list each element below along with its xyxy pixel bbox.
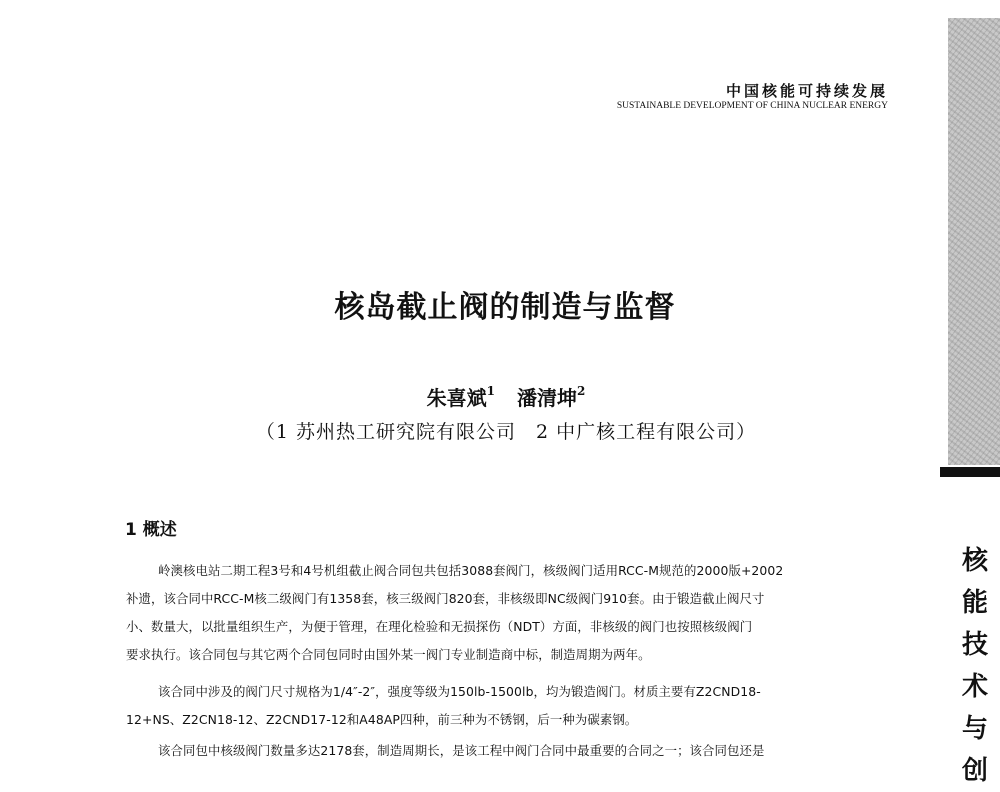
side-tab-char: 与 xyxy=(961,714,988,744)
side-tab-divider xyxy=(940,467,1000,477)
side-tab-char: 能 xyxy=(961,588,988,618)
affiliation-2: 2 中广核工程有限公司 xyxy=(536,421,737,443)
body-text-line: 要求执行。该合同包与其它两个合同包同时由国外某一阀门专业制造商中标，制造周期为两年。 xyxy=(126,647,651,662)
side-tab-char: 术 xyxy=(961,672,988,702)
article-title: 核岛截止阀的制造与监督 xyxy=(334,290,676,325)
side-tab-label xyxy=(958,540,992,792)
journal-title-cn: 中国核能可持续发展 xyxy=(725,82,888,100)
side-tab-char: 创 xyxy=(961,756,988,786)
affiliations xyxy=(0,417,1000,444)
author-name: 潘清坤 xyxy=(517,386,577,410)
section-heading: 1 概述 xyxy=(125,520,177,540)
affiliation-close-paren: ） xyxy=(736,421,757,443)
side-tab-char: 技 xyxy=(961,630,988,660)
affiliation-open-paren: （ xyxy=(255,421,276,443)
body-text-line: 12+NS、Z2CN18-12、Z2CND17-12和A48AP四种，前三种为不锈钢，后一种为碳素钢。 xyxy=(126,712,638,727)
author-affiliation-mark: 2 xyxy=(577,384,586,399)
body-text-line: 该合同包中核级阀门数量多达2178套，制造周期长，是该工程中阀门合同中最重要的合同之一；该合同包还是 xyxy=(158,743,765,758)
author-name: 朱喜斌 xyxy=(426,386,487,410)
body-text-line: 补遗，该合同中RCC-M核二级阀门有1358套，核三级阀门820套，非核级即NC级阀门910套。由于锻造截止阀尺寸 xyxy=(126,591,765,606)
author-affiliation-mark: 1 xyxy=(486,384,495,399)
body-text-line: 岭澳核电站二期工程3号和4号机组截止阀合同包共包括3088套阀门，核级阀门适用RCC-M规范的2000版+2002 xyxy=(158,563,784,578)
journal-title-en: SUSTAINABLE DEVELOPMENT OF CHINA NUCLEAR ENERGY xyxy=(616,101,888,111)
side-tab-texture xyxy=(948,18,1000,465)
affiliation-1: 1 苏州热工研究院有限公司 xyxy=(275,421,516,443)
author-list xyxy=(0,382,1000,411)
side-tab-char: 核 xyxy=(961,546,988,576)
body-text-line: 该合同中涉及的阀门尺寸规格为1/4″-2″，强度等级为150lb-1500lb，均为锻造阀门。材质主要有Z2CND18- xyxy=(158,684,761,699)
body-text-line: 小、数量大，以批量组织生产，为便于管理，在理化检验和无损探伤（NDT）方面，非核级的阀门也按照核级阀门 xyxy=(126,619,753,634)
